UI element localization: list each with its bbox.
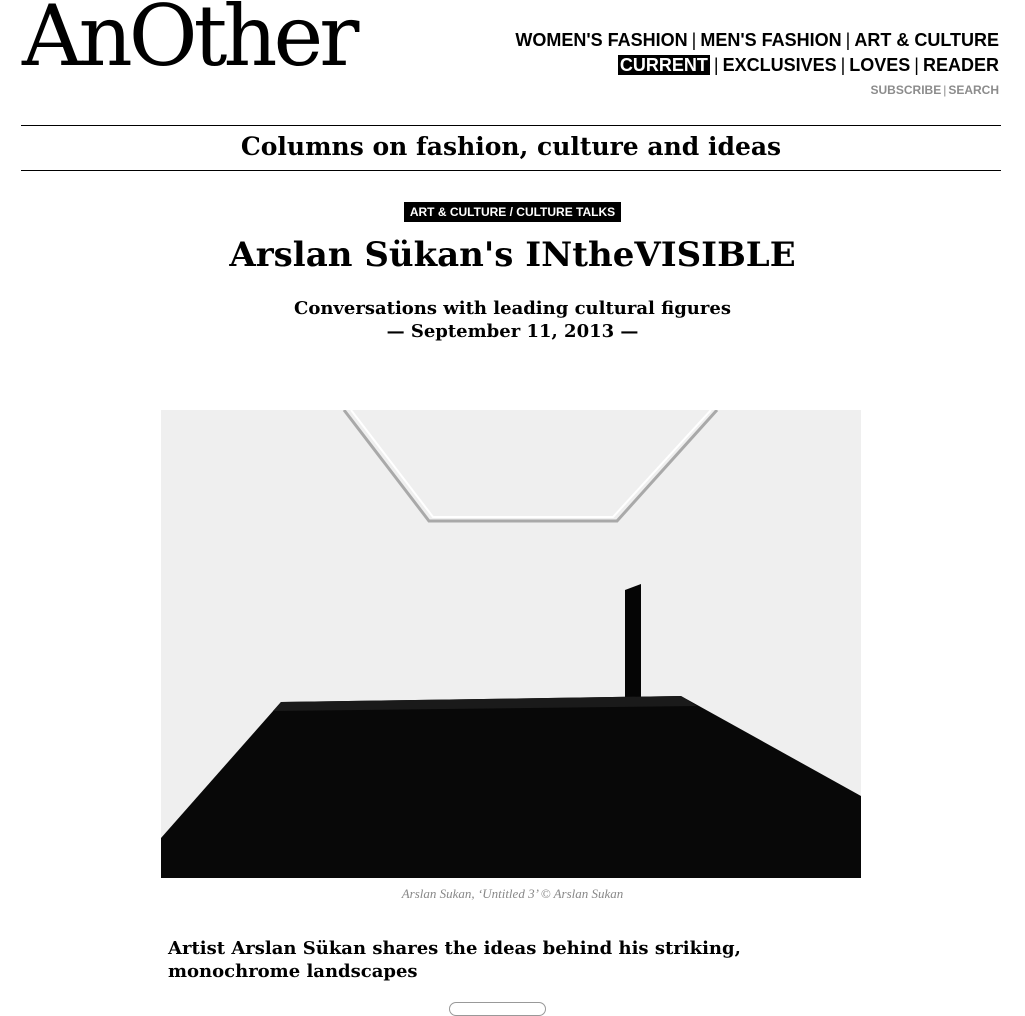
nav-mens-fashion[interactable]: MEN'S FASHION bbox=[700, 30, 842, 50]
nav-separator: | bbox=[713, 55, 719, 75]
subscribe-link[interactable]: SUBSCRIBE bbox=[870, 83, 942, 97]
nav-reader[interactable]: READER bbox=[922, 55, 999, 75]
article-title: Arslan Sükan's INtheVISIBLE bbox=[229, 235, 796, 275]
nav-row-sections bbox=[515, 28, 999, 53]
nav-separator: | bbox=[840, 55, 846, 75]
nav-separator: | bbox=[691, 30, 697, 50]
hero-artwork-image bbox=[161, 410, 861, 878]
read-more-tab[interactable] bbox=[449, 1002, 546, 1016]
article-meta bbox=[0, 297, 1025, 343]
category-badge-wrap bbox=[0, 202, 1025, 222]
nav-current[interactable]: CURRENT bbox=[619, 55, 708, 75]
search-link[interactable]: SEARCH bbox=[948, 83, 999, 97]
nav-loves[interactable]: LOVES bbox=[849, 55, 911, 75]
nav-exclusives[interactable]: EXCLUSIVES bbox=[722, 55, 837, 75]
category-badge[interactable]: ART & CULTURE / CULTURE TALKS bbox=[404, 202, 621, 222]
subnav-separator: | bbox=[943, 83, 947, 97]
tagline-bottom-rule bbox=[21, 170, 1001, 171]
another-logo[interactable]: AnOther bbox=[22, 0, 356, 85]
article-date: — September 11, 2013 — bbox=[386, 321, 639, 342]
tagline-top-rule bbox=[21, 125, 1001, 126]
nav-row-current bbox=[515, 53, 999, 78]
article-subtitle: Conversations with leading cultural figures bbox=[294, 298, 731, 319]
standing-slab bbox=[625, 584, 641, 710]
nav-separator: | bbox=[845, 30, 851, 50]
utility-nav bbox=[515, 82, 999, 98]
nav-art-culture[interactable]: ART & CULTURE bbox=[854, 30, 999, 50]
nav-womens-fashion[interactable]: WOMEN'S FASHION bbox=[515, 30, 688, 50]
nav-separator: | bbox=[914, 55, 919, 75]
site-tagline: Columns on fashion, culture and ideas bbox=[240, 132, 782, 161]
article-standfirst: Artist Arslan Sükan shares the ideas behind his striking, monochrome landscapes bbox=[168, 938, 741, 982]
image-caption: Arslan Sukan, ‘Untitled 3’ © Arslan Sukan bbox=[401, 886, 624, 901]
main-navigation bbox=[515, 28, 999, 98]
